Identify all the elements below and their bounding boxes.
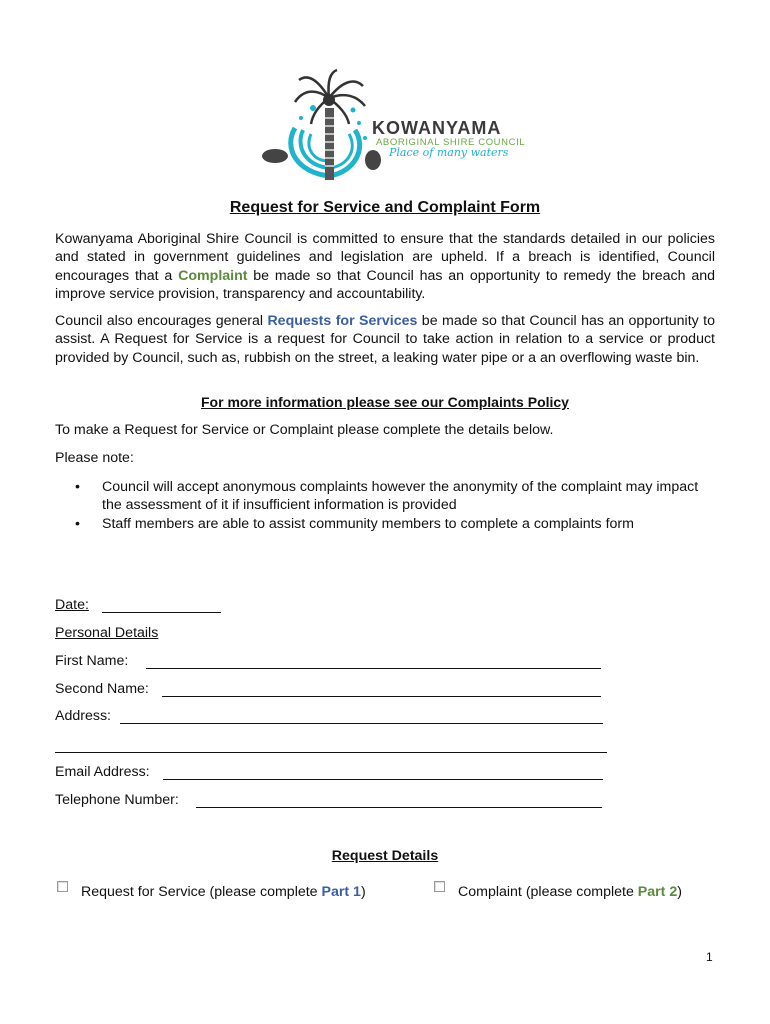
logo-subtitle: ABORIGINAL SHIRE COUNCIL: [376, 137, 526, 148]
part1-reference: Part 1: [321, 884, 361, 900]
intro-paragraph: [55, 230, 715, 304]
first-name-label: First Name:: [55, 653, 129, 669]
requests-highlight: Requests for Services: [267, 313, 418, 329]
complaint-option-close: ): [677, 884, 682, 900]
service-option-text: Request for Service (please complete: [81, 884, 322, 900]
address-field[interactable]: [120, 723, 603, 724]
request-details-heading: Request Details: [331, 848, 439, 864]
complaint-checkbox[interactable]: [434, 881, 445, 892]
logo-name: KOWANYAMA: [372, 118, 502, 138]
list-item-text: Staff members are able to assist community members to complete a complaints form: [102, 515, 634, 532]
email-label: Email Address:: [55, 764, 150, 780]
intro-text-b: be made so that Council has an opportunity to remedy the breach and improve service provision, transparency and accountability.: [55, 267, 715, 303]
second-name-field[interactable]: [162, 696, 601, 697]
please-note-label: Please note:: [55, 450, 134, 466]
service-checkbox[interactable]: [57, 881, 68, 892]
complaint-highlight: Complaint: [178, 267, 248, 284]
bullet-icon: •: [75, 479, 80, 495]
address-field-line-2[interactable]: [55, 752, 607, 753]
service-option-label: [81, 884, 366, 900]
address-label: Address:: [55, 708, 111, 724]
email-field[interactable]: [163, 779, 603, 780]
instructions-text: To make a Request for Service or Complaint please complete the details below.: [55, 422, 554, 438]
list-item: [55, 515, 717, 533]
date-field[interactable]: [102, 612, 221, 613]
telephone-field[interactable]: [196, 807, 602, 808]
logo-tagline: Place of many waters: [389, 146, 509, 159]
service-option-close: ): [360, 884, 366, 900]
page-title: Request for Service and Complaint Form: [229, 199, 541, 216]
complaint-option-label: [458, 884, 682, 900]
list-item: [55, 478, 717, 515]
personal-details-heading: Personal Details: [55, 625, 159, 641]
note-list: [55, 478, 717, 533]
complaint-option-text: Complaint (please complete: [458, 884, 638, 900]
page-number: 1: [706, 950, 713, 964]
first-name-field[interactable]: [146, 668, 601, 669]
requests-text-a: Council also encourages general: [55, 313, 268, 329]
intro-text-a: Kowanyama Aboriginal Shire Council is committed to ensure that the standards detailed in our policies and stated in government guidelines and legislation are upheld. If a breach is identified, Council encourages that a: [55, 231, 715, 284]
date-label: Date:: [55, 597, 89, 613]
complaints-policy-link[interactable]: For more information please see our Complaints Policy: [201, 394, 569, 410]
list-item-text: Council will accept anonymous complaints however the anonymity of the complaint may impact the assessment of it if insufficient information is provided: [102, 479, 699, 514]
bullet-icon: •: [75, 515, 80, 532]
requests-paragraph: [55, 312, 715, 367]
requests-text-b: be made so that Council has an opportunity to assist. A Request for Service is a request for Council to take action in relation to a service or product provided by Council, such as, rubbish on the street, a leaking water pipe or a an overflowing waste bin.: [55, 313, 715, 366]
second-name-label: Second Name:: [55, 681, 149, 697]
part2-reference: Part 2: [637, 884, 678, 900]
telephone-label: Telephone Number:: [55, 792, 179, 808]
